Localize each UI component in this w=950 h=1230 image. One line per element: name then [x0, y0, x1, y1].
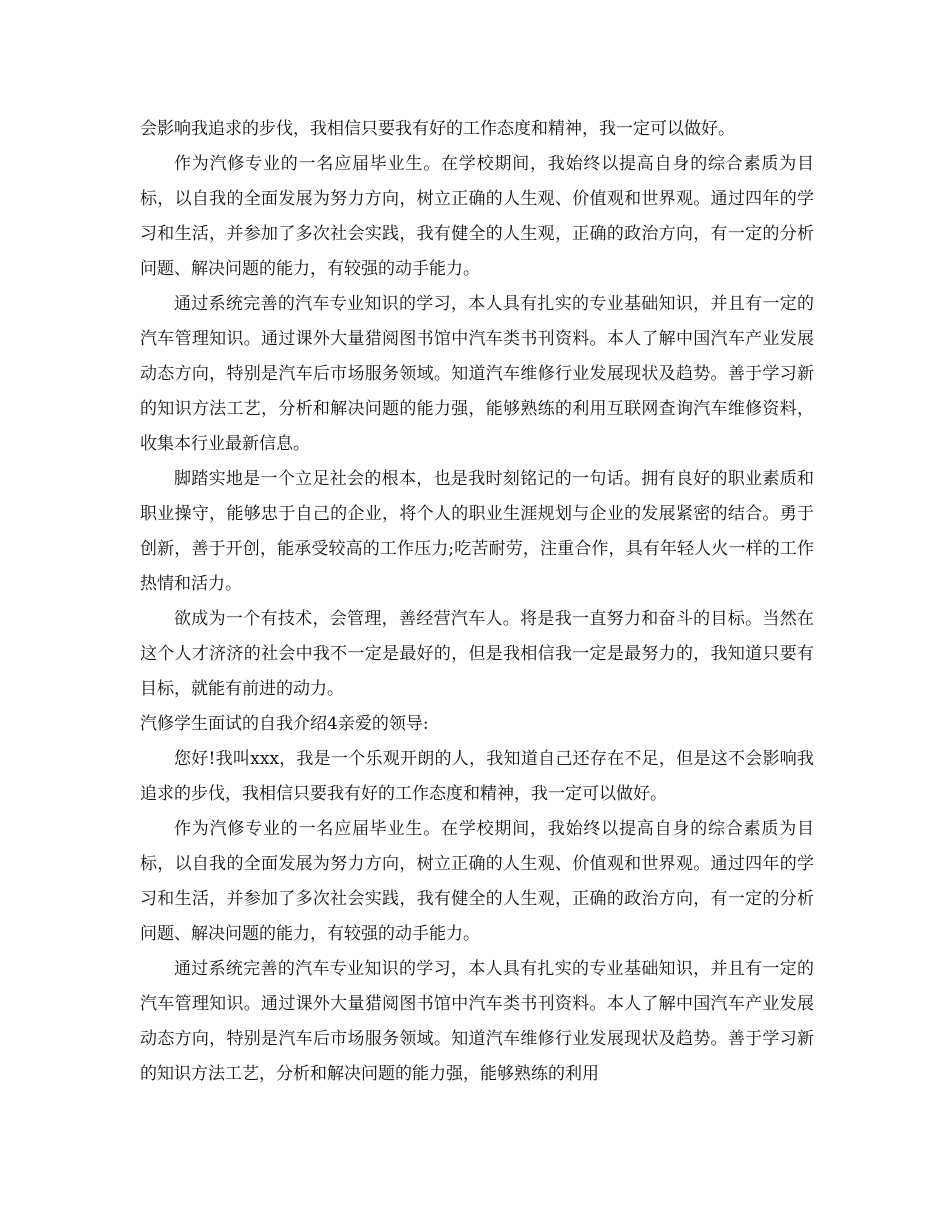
paragraph-greeting: 您好!我叫xxx，我是一个乐观开朗的人，我知道自己还存在不足，但是这不会影响我追求的步伐，我相信只要我有好的工作态度和精神，我一定可以做好。 — [140, 749, 814, 804]
paragraph-education: 作为汽修专业的一名应届毕业生。在学校期间，我始终以提高自身的综合素质为目标，以自我的全面发展为努力方向，树立正确的人生观、价值观和世界观。通过四年的学习和生活，并参加了多次社会实践，我有健全的人生观，正确的政治方向，有一定的分析问题、解决问题的能力，有较强的动手能力。 — [140, 154, 814, 279]
paragraph-knowledge-repeat: 通过系统完善的汽车专业知识的学习，本人具有扎实的专业基础知识，并且有一定的汽车管理知识。通过课外大量猎阅图书馆中汽车类书刊资料。本人了解中国汽车产业发展动态方向，特别是汽车后市场服务领域。知道汽车维修行业发展现状及趋势。善于学习新的知识方法工艺，分析和解决问题的能力强，能够熟练的利用 — [140, 959, 814, 1084]
section-heading: 汽修学生面试的自我介绍4亲爱的领导: — [140, 714, 429, 734]
paragraph-continued: 会影响我追求的步伐，我相信只要我有好的工作态度和精神，我一定可以做好。 — [140, 119, 735, 139]
paragraph-character: 脚踏实地是一个立足社会的根本，也是我时刻铭记的一句话。拥有良好的职业素质和职业操守，能够忠于自己的企业，将个人的职业生涯规划与企业的发展紧密的结合。勇于创新，善于开创，能承受较高的工作压力;吃苦耐劳，注重合作，具有年轻人火一样的工作热情和活力。 — [140, 469, 814, 594]
paragraph-education-repeat: 作为汽修专业的一名应届毕业生。在学校期间，我始终以提高自身的综合素质为目标，以自我的全面发展为努力方向，树立正确的人生观、价值观和世界观。通过四年的学习和生活，并参加了多次社会实践，我有健全的人生观，正确的政治方向，有一定的分析问题、解决问题的能力，有较强的动手能力。 — [140, 819, 814, 944]
paragraph-knowledge: 通过系统完善的汽车专业知识的学习，本人具有扎实的专业基础知识，并且有一定的汽车管理知识。通过课外大量猎阅图书馆中汽车类书刊资料。本人了解中国汽车产业发展动态方向，特别是汽车后市场服务领域。知道汽车维修行业发展现状及趋势。善于学习新的知识方法工艺，分析和解决问题的能力强，能够熟练的利用互联网查询汽车维修资料，收集本行业最新信息。 — [140, 294, 814, 454]
paragraph-goal: 欲成为一个有技术，会管理，善经营汽车人。将是我一直努力和奋斗的目标。当然在这个人才济济的社会中我不一定是最好的，但是我相信我一定是最努力的，我知道只要有目标，就能有前进的动力。 — [140, 609, 814, 699]
